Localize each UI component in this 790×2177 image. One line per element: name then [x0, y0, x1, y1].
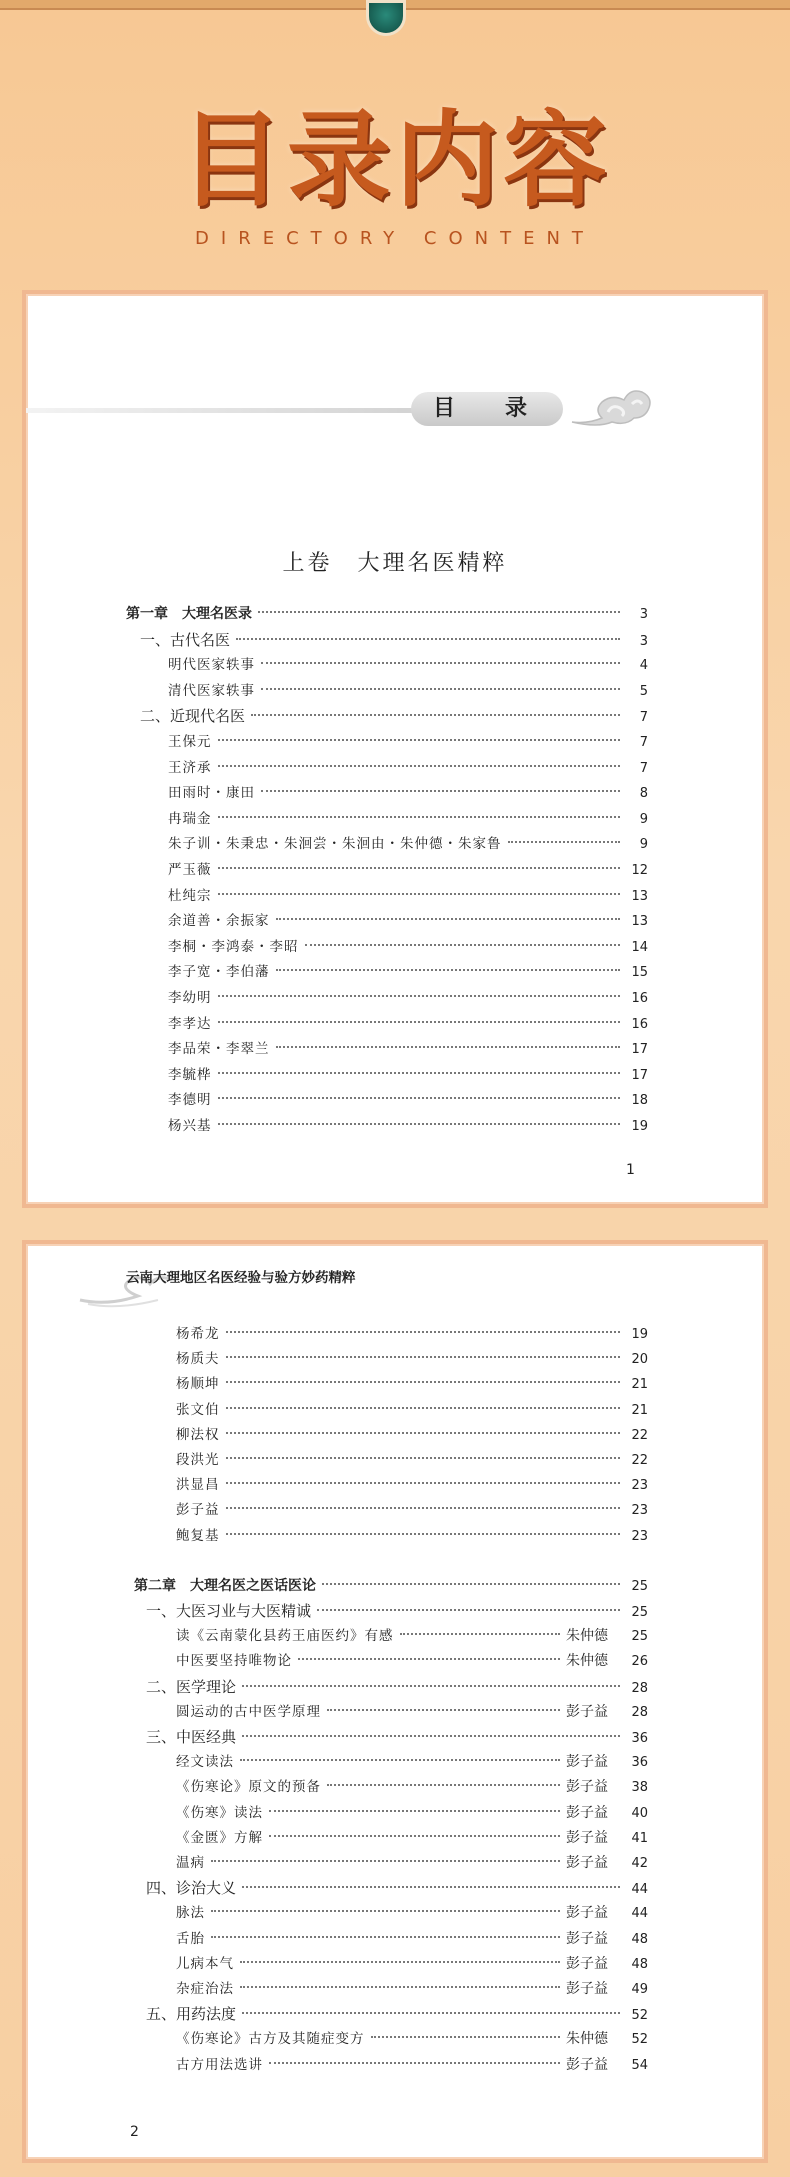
toc-entry-page: 22: [631, 1427, 648, 1443]
dot-leader: [276, 969, 621, 971]
toc-row: [176, 1324, 648, 1344]
toc-entry-title: 五、用药法度: [146, 2005, 237, 2024]
toc-entry-author: 彭子益: [566, 1703, 608, 1720]
toc-row: [176, 1954, 648, 1974]
toc-entry-page: 14: [631, 939, 648, 955]
toc-row: [146, 2004, 648, 2024]
toc-entry-page: 21: [631, 1377, 648, 1393]
toc-row: [168, 834, 648, 854]
dot-leader: [226, 1482, 621, 1484]
toc-entry-page: 4: [639, 658, 648, 674]
dot-leader: [226, 1432, 621, 1434]
dot-leader: [218, 1123, 621, 1125]
toc-entry-title: 圆运动的古中医学原理: [176, 1703, 321, 1720]
toc-entry-page: 41: [631, 1830, 648, 1846]
toc-row: [168, 809, 648, 829]
toc-row: [146, 1727, 648, 1747]
dot-leader: [261, 688, 620, 690]
toc-entry-title: 读《云南蒙化县药王庙医约》有感: [176, 1628, 394, 1645]
dot-leader: [258, 611, 620, 613]
dot-leader: [240, 1759, 560, 1761]
dot-leader: [218, 1097, 621, 1099]
toc-entry-author: 彭子益: [566, 1855, 608, 1871]
toc-entry-title: 明代医家轶事: [168, 657, 255, 674]
toc-entry-page: 48: [631, 1931, 648, 1947]
toc-entry-page: 19: [631, 1119, 648, 1134]
toc-entry-title: 第二章 大理名医之医话医论: [134, 1577, 316, 1594]
dot-leader: [371, 2036, 561, 2038]
toc-entry-page: 20: [631, 1352, 648, 1368]
toc-entry-title: 杨兴基: [168, 1118, 212, 1134]
toc-row: [176, 1626, 648, 1646]
dot-leader: [218, 739, 621, 741]
toc-row: [168, 1039, 648, 1059]
dot-leader: [242, 1886, 620, 1888]
toc-page-2: [22, 1240, 768, 2163]
toc-entry-page: 22: [631, 1453, 648, 1468]
toc-entry-author: 彭子益: [566, 1779, 608, 1796]
toc-entry-page: 23: [631, 1503, 648, 1519]
dot-leader: [276, 1046, 621, 1048]
toc-entry-page: 9: [639, 837, 648, 853]
toc-entry-page: 54: [631, 2057, 648, 2073]
toc-row: [176, 1651, 648, 1671]
toc-row: [176, 2029, 648, 2049]
toc-row: [168, 1116, 648, 1136]
dot-leader: [218, 867, 621, 869]
toc-entry-title: 温病: [176, 1855, 205, 1871]
toc-row: [168, 1065, 648, 1085]
toc-entry-page: 17: [631, 1067, 648, 1083]
toc-entry-page: 28: [631, 1704, 648, 1720]
toc-row: [176, 2055, 648, 2075]
toc-entry-title: 中医要坚持唯物论: [176, 1653, 292, 1670]
toc-entry-page: 42: [631, 1856, 648, 1871]
toc-row: [176, 1425, 648, 1445]
toc-row: [168, 988, 648, 1008]
toc-entry-title: 儿病本气: [176, 1955, 234, 1972]
toc-row: [168, 732, 648, 752]
toc-entry-author: 彭子益: [566, 1804, 608, 1821]
dot-leader: [242, 1735, 620, 1737]
toc-entry-title: 舌胎: [176, 1930, 205, 1947]
page-number: 1: [626, 1162, 635, 1178]
dot-leader: [211, 1910, 560, 1912]
dot-leader: [226, 1331, 621, 1333]
dot-leader: [226, 1533, 621, 1535]
toc-entry-page: 36: [631, 1731, 648, 1746]
toc-page-1: [22, 290, 768, 1208]
toc-entry-author: 彭子益: [566, 1905, 608, 1922]
dot-leader: [226, 1457, 621, 1459]
toc-entry-page: 25: [631, 1578, 648, 1594]
toc-row: [176, 1374, 648, 1394]
toc-row: [140, 630, 648, 650]
toc-entry-title: 彭子益: [176, 1502, 220, 1519]
toc-entry-page: 52: [631, 2008, 648, 2024]
toc-entry-title: 严玉薇: [168, 862, 212, 878]
dot-leader: [269, 2062, 560, 2064]
toc-label: 目 录: [411, 392, 563, 426]
dot-leader: [508, 841, 621, 843]
toc-entry-page: 7: [639, 735, 648, 750]
toc-row: [168, 937, 648, 957]
toc-entry-title: 杨顺坤: [176, 1376, 220, 1393]
toc-entry-page: 7: [639, 710, 648, 726]
toc-entry-title: 段洪光: [176, 1452, 220, 1468]
toc-entry-title: 朱子训・朱秉忠・朱洄尝・朱洄由・朱仲德・朱家鲁: [168, 836, 502, 853]
toc-entry-title: 余道善・余振家: [168, 913, 270, 930]
toc-entry-page: 19: [631, 1327, 648, 1342]
dot-leader: [226, 1407, 621, 1409]
dot-leader: [218, 1021, 621, 1023]
toc-row: [146, 1677, 648, 1697]
toc-entry-title: 田雨时・康田: [168, 785, 255, 802]
dot-leader: [298, 1658, 560, 1660]
running-head: 云南大理地区名医经验与验方妙药精粹: [126, 1270, 356, 1286]
toc-entry-page: 48: [631, 1956, 648, 1972]
toc-entry-title: 一、大医习业与大医精诚: [146, 1602, 312, 1620]
toc-entry-title: 李幼明: [168, 990, 212, 1006]
toc-entry-page: 3: [639, 633, 648, 649]
toc-entry-page: 16: [631, 991, 648, 1006]
toc-entry-title: 一、古代名医: [140, 630, 231, 649]
dot-leader: [317, 1609, 620, 1611]
dot-leader: [269, 1835, 560, 1837]
dot-leader: [327, 1784, 560, 1786]
toc-entry-title: 李毓桦: [168, 1066, 212, 1083]
dot-leader: [242, 2012, 620, 2014]
dot-leader: [226, 1356, 621, 1358]
toc-entry-page: 5: [639, 683, 648, 699]
toc-entry-title: 经文读法: [176, 1754, 234, 1771]
toc-entry-page: 15: [631, 965, 648, 981]
toc-entry-title: 脉法: [176, 1905, 205, 1922]
toc-row: [168, 681, 648, 701]
toc-entry-page: 12: [631, 863, 648, 878]
toc-entry-page: 23: [631, 1478, 648, 1494]
dot-leader: [327, 1709, 560, 1711]
toc-row: [126, 604, 648, 624]
toc-entry-page: 25: [631, 1605, 648, 1620]
toc-row: [176, 1450, 648, 1470]
toc-entry-page: 21: [631, 1402, 648, 1418]
toc-entry-author: 彭子益: [566, 1955, 608, 1972]
dot-leader: [236, 638, 620, 640]
dot-leader: [400, 1633, 561, 1635]
toc-row: [176, 1828, 648, 1848]
toc-row: [168, 655, 648, 675]
toc-row: [176, 1702, 648, 1722]
toc-entry-author: 朱仲德: [566, 1628, 608, 1645]
page-subtitle: DIRECTORY CONTENT: [195, 228, 595, 249]
toc-entry-title: 《伤寒》读法: [176, 1804, 263, 1821]
toc-row: [140, 706, 648, 726]
toc-row: [168, 1014, 648, 1034]
toc-entry-page: 26: [631, 1654, 648, 1670]
toc-row: [176, 1526, 648, 1546]
dot-leader: [242, 1685, 620, 1687]
toc-entry-title: 杜纯宗: [168, 887, 212, 904]
toc-row: [176, 1777, 648, 1797]
dot-leader: [218, 765, 621, 767]
toc-entry-page: 44: [631, 1906, 648, 1922]
toc-entry-author: 朱仲德: [566, 1653, 608, 1670]
toc-entry-title: 三、中医经典: [146, 1728, 237, 1746]
toc-row: [168, 1090, 648, 1110]
toc-entry-page: 13: [631, 888, 648, 904]
hanger-knob-icon: [366, 0, 406, 36]
toc-row: [176, 1752, 648, 1772]
toc-entry-page: 13: [631, 914, 648, 930]
toc-entry-page: 16: [631, 1016, 648, 1032]
dot-leader: [226, 1507, 621, 1509]
dot-leader: [261, 790, 620, 792]
toc-entry-title: 洪显昌: [176, 1477, 220, 1494]
toc-entry-title: 冉瑞金: [168, 810, 212, 827]
toc-entry-author: 彭子益: [566, 1754, 608, 1771]
toc-row: [176, 1803, 648, 1823]
toc-row: [176, 1979, 648, 1999]
dot-leader: [251, 714, 620, 716]
toc-entry-title: 《伤寒论》原文的预备: [176, 1779, 321, 1796]
toc-entry-page: 44: [631, 1882, 648, 1898]
toc-row: [176, 1349, 648, 1369]
toc-entry-author: 彭子益: [566, 1930, 608, 1947]
toc-row: [176, 1929, 648, 1949]
toc-entry-title: 第一章 大理名医录: [126, 606, 252, 622]
toc-entry-title: 二、医学理论: [146, 1677, 237, 1696]
toc-entry-page: 28: [631, 1680, 648, 1696]
cloud-icon: [568, 382, 654, 428]
dot-leader: [211, 1860, 560, 1862]
toc-entry-title: 四、诊治大义: [146, 1879, 237, 1898]
toc-entry-author: 彭子益: [566, 1829, 608, 1846]
toc-entry-title: 李德明: [168, 1092, 212, 1109]
toc-row: [176, 1475, 648, 1495]
toc-row: [176, 1400, 648, 1420]
dot-leader: [269, 1810, 560, 1812]
toc-entry-page: 8: [639, 786, 648, 802]
toc-entry-page: 36: [631, 1755, 648, 1771]
toc-entry-title: 杨希龙: [176, 1326, 220, 1342]
toc-entry-title: 《金匮》方解: [176, 1829, 263, 1846]
toc-entry-title: 王保元: [168, 734, 212, 750]
toc-entry-title: 《伤寒论》古方及其随症变方: [176, 2031, 365, 2048]
dot-leader: [322, 1583, 620, 1585]
toc-entry-page: 9: [639, 811, 648, 827]
toc-row: [168, 860, 648, 880]
toc-entry-author: 彭子益: [566, 1981, 608, 1997]
toc-entry-author: 彭子益: [566, 2056, 608, 2073]
toc-entry-author: 朱仲德: [566, 2031, 608, 2048]
toc-entry-title: 李品荣・李翠兰: [168, 1041, 270, 1058]
dot-leader: [305, 944, 621, 946]
dot-leader: [240, 1986, 560, 1988]
toc-row: [146, 1601, 648, 1621]
toc-entry-page: 40: [631, 1805, 648, 1821]
toc-entry-page: 49: [631, 1982, 648, 1997]
toc-row: [176, 1903, 648, 1923]
toc-entry-title: 清代医家轶事: [168, 682, 255, 699]
toc-header-line: [26, 408, 466, 413]
page-number: 2: [130, 2124, 139, 2140]
toc-entry-page: 7: [639, 760, 648, 776]
dot-leader: [218, 893, 621, 895]
toc-row: [134, 1576, 648, 1596]
dot-leader: [261, 662, 620, 664]
toc-entry-title: 杂症治法: [176, 1981, 234, 1997]
toc-entry-title: 李桐・李鸿泰・李昭: [168, 938, 299, 955]
toc-entry-title: 二、近现代名医: [140, 707, 246, 726]
toc-row: [146, 1878, 648, 1898]
dot-leader: [218, 995, 621, 997]
toc-row: [168, 886, 648, 906]
toc-entry-page: 17: [631, 1042, 648, 1058]
toc-entry-title: 李子宽・李伯藩: [168, 964, 270, 981]
toc-row: [168, 783, 648, 803]
toc-entry-page: 3: [639, 607, 648, 622]
toc-entry-page: 38: [631, 1780, 648, 1796]
toc-row: [176, 1500, 648, 1520]
toc-entry-title: 杨质夫: [176, 1351, 220, 1368]
toc-entry-title: 张文伯: [176, 1401, 220, 1418]
toc-entry-title: 鲍复基: [176, 1527, 220, 1544]
toc-entry-page: 52: [631, 2032, 648, 2048]
toc-row: [168, 911, 648, 931]
toc-entry-title: 古方用法选讲: [176, 2056, 263, 2073]
dot-leader: [218, 1072, 621, 1074]
dot-leader: [218, 816, 621, 818]
toc-entry-title: 王济承: [168, 759, 212, 776]
toc-entry-page: 23: [631, 1528, 648, 1544]
toc-entry-page: 25: [631, 1629, 648, 1645]
toc-row: [168, 962, 648, 982]
toc-row: [176, 1853, 648, 1873]
dot-leader: [226, 1381, 621, 1383]
toc-row: [168, 758, 648, 778]
toc-entry-page: 18: [631, 1093, 648, 1109]
toc-entry-title: 柳法权: [176, 1426, 220, 1443]
page-title: 目录内容: [178, 99, 611, 221]
dot-leader: [276, 918, 621, 920]
dot-leader: [240, 1961, 560, 1963]
toc-entry-title: 李孝达: [168, 1015, 212, 1032]
dot-leader: [211, 1936, 560, 1938]
volume-title: 上卷 大理名医精粹: [282, 551, 508, 576]
